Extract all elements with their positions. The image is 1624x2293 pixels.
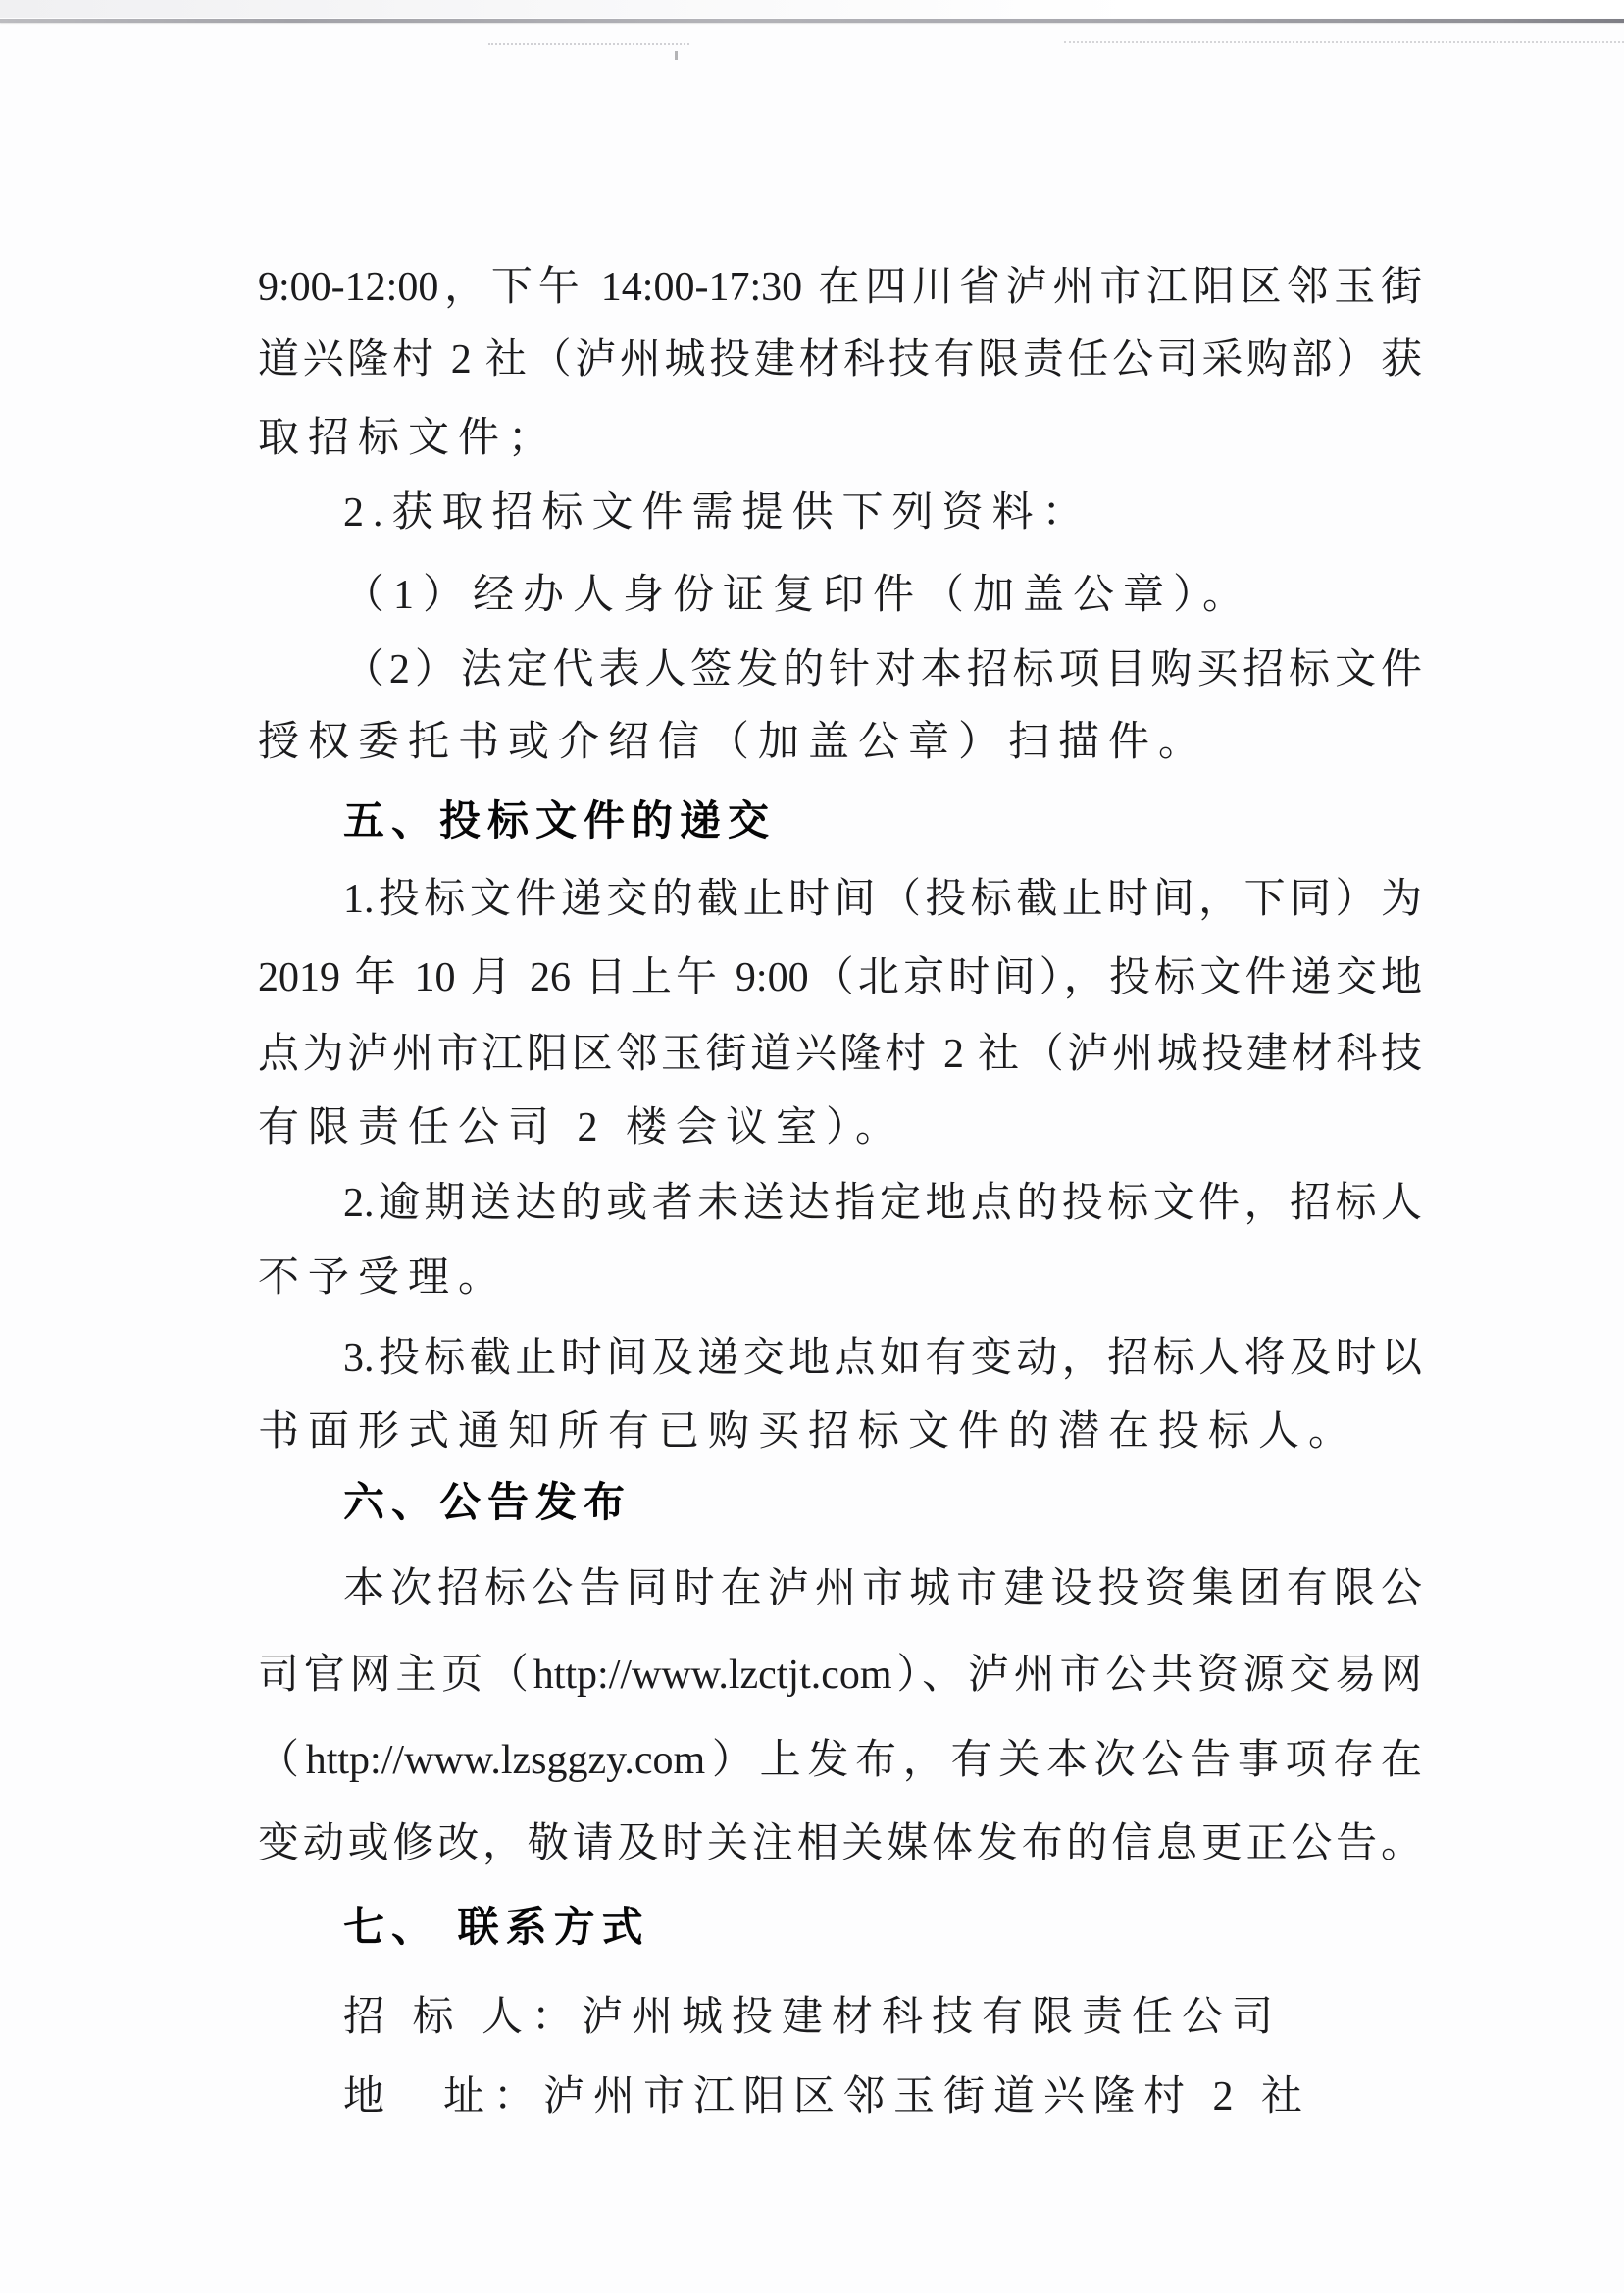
doc-line: 本次招标公告同时在泸州市城市建设投资集团有限公 <box>343 1566 1422 1611</box>
doc-line-url: 司官网主页（http://www.lzctjt.com）、泸州市公共资源交易网 <box>258 1653 1422 1698</box>
doc-line: 2.获取招标文件需提供下列资料： <box>343 490 1092 535</box>
doc-line: 不予受理。 <box>258 1255 509 1300</box>
doc-line-address: 地 址：泸州市江阳区邻玉街道兴隆村 2 社 <box>343 2074 1312 2119</box>
doc-line-url: （http://www.lzsggzy.com）上发布，有关本次公告事项存在 <box>258 1738 1422 1783</box>
doc-line: 有限责任公司 2 楼会议室）。 <box>258 1105 906 1150</box>
scan-edge-band <box>0 0 1624 18</box>
scan-artifact-speck <box>675 51 678 60</box>
doc-line: （2）法定代表人签发的针对本招标项目购买招标文件 <box>343 647 1422 692</box>
doc-line: 9:00-12:00，下午 14:00-17:30 在四川省泸州市江阳区邻玉街 <box>258 265 1422 310</box>
doc-line: 变动或修改，敬请及时关注相关媒体发布的信息更正公告。 <box>258 1821 1422 1866</box>
doc-line: 3.投标截止时间及递交地点如有变动，招标人将及时以 <box>343 1336 1422 1381</box>
doc-line: 取招标文件； <box>258 416 559 461</box>
scan-artifact-dots <box>1064 41 1624 43</box>
doc-line: 点为泸州市江阳区邻玉街道兴隆村 2 社（泸州城投建材科技 <box>258 1032 1422 1077</box>
section-heading-7: 七、 联系方式 <box>343 1904 650 1950</box>
doc-line: 2019 年 10 月 26 日上午 9:00（北京时间），投标文件递交地 <box>258 955 1422 1000</box>
doc-line: 授权委托书或介绍信（加盖公章）扫描件。 <box>258 720 1209 765</box>
doc-line: 道兴隆村 2 社（泸州城投建材科技有限责任公司采购部）获 <box>258 337 1422 382</box>
scan-artifact-dots <box>488 43 689 45</box>
section-heading-6: 六、公告发布 <box>343 1479 633 1525</box>
doc-line: （1）经办人身份证复印件（加盖公章）。 <box>343 573 1253 618</box>
section-heading-5: 五、投标文件的递交 <box>343 797 777 843</box>
doc-line: 2.逾期送达的或者未送达指定地点的投标文件，招标人 <box>343 1181 1422 1226</box>
scan-artifact-line <box>0 19 1624 23</box>
doc-line: 1.投标文件递交的截止时间（投标截止时间，下同）为 <box>343 877 1422 922</box>
doc-line: 书面形式通知所有已购买招标文件的潜在投标人。 <box>258 1409 1359 1454</box>
doc-line-bidder: 招 标 人：泸州城投建材科技有限责任公司 <box>343 1995 1283 2040</box>
